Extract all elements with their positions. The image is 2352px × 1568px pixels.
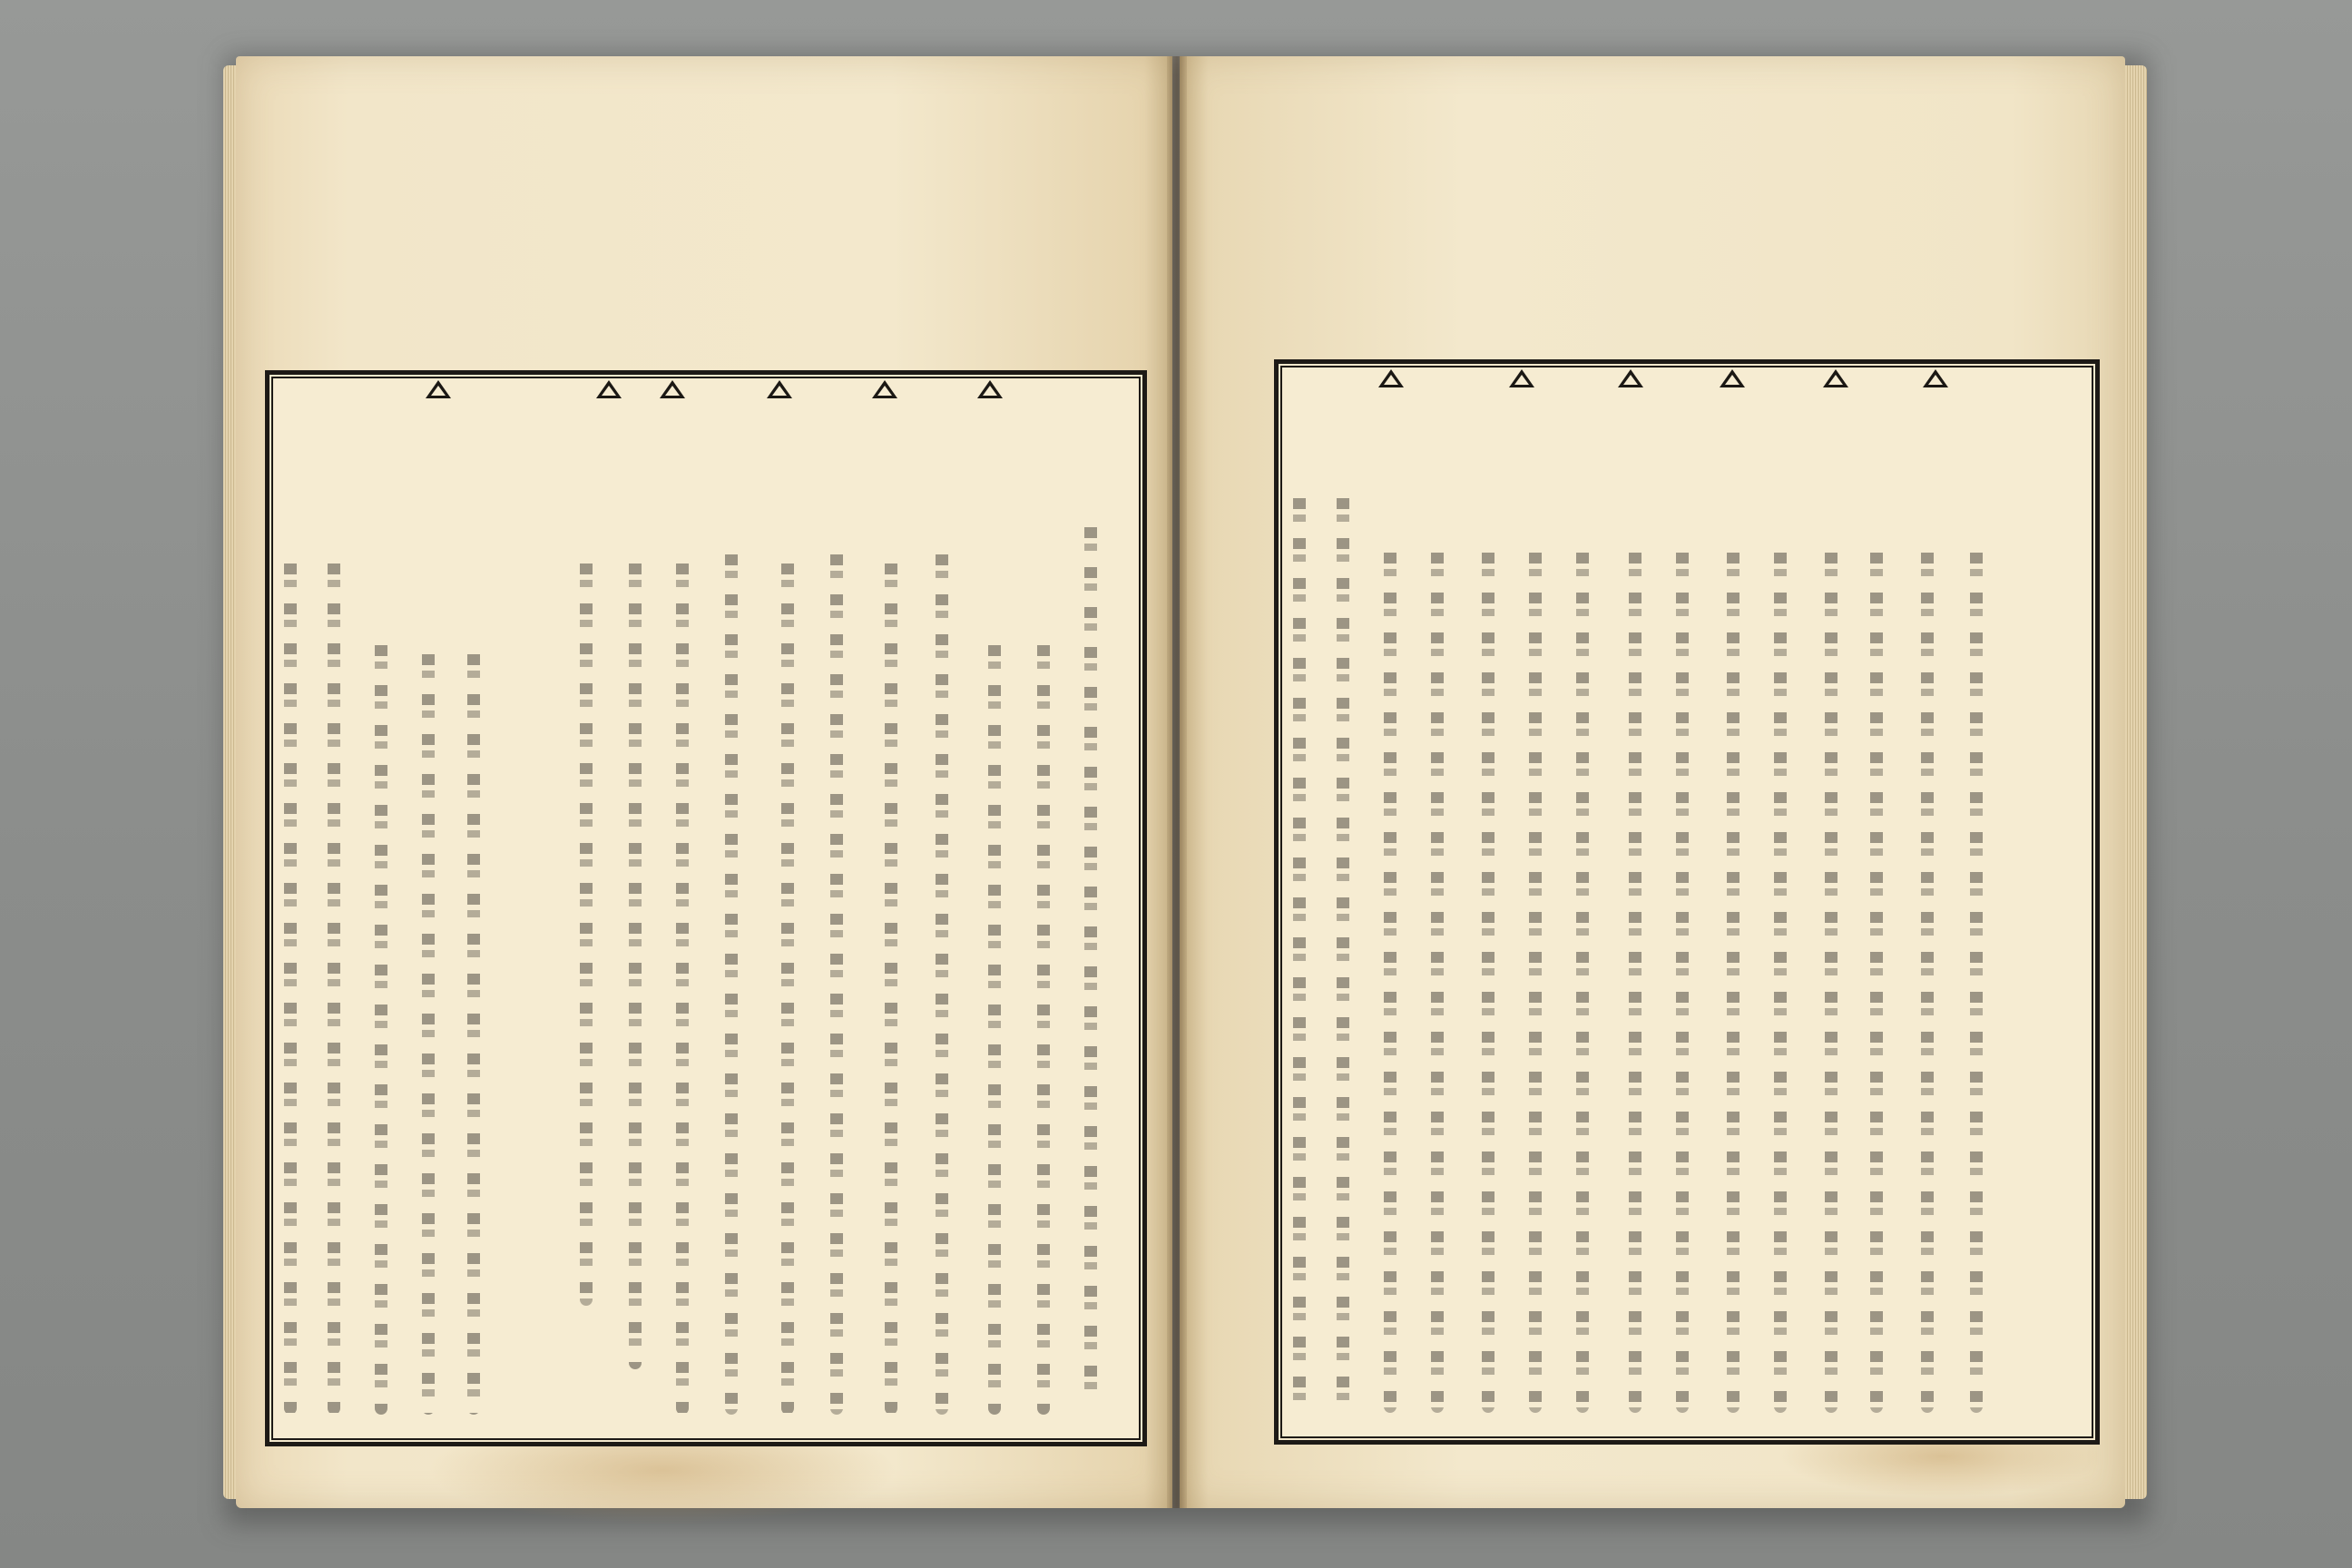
entry-marker-icon xyxy=(977,380,1003,398)
text-column xyxy=(1669,545,1696,1413)
section-title xyxy=(502,493,553,692)
entry-heading xyxy=(416,411,467,629)
text-column xyxy=(622,556,649,1369)
text-column xyxy=(823,547,850,1415)
entry-marker-icon xyxy=(1378,369,1404,387)
text-column xyxy=(1286,491,1313,1413)
text-column xyxy=(368,638,395,1415)
entry-heading xyxy=(758,411,808,547)
entry-marker-icon xyxy=(1923,369,1948,387)
entry-marker-icon xyxy=(1720,369,1745,387)
entry-marker-icon xyxy=(1618,369,1643,387)
text-column xyxy=(669,556,696,1415)
text-column xyxy=(1914,545,1941,1413)
entry-marker-icon xyxy=(872,380,897,398)
text-column xyxy=(573,556,600,1306)
text-column xyxy=(718,547,745,1415)
entry-heading xyxy=(1500,400,1551,536)
entry-heading xyxy=(1710,400,1761,536)
text-column xyxy=(1963,545,1990,1413)
entry-heading xyxy=(863,411,914,547)
text-column xyxy=(1030,638,1057,1415)
entry-heading xyxy=(1609,400,1660,536)
entry-heading xyxy=(1369,400,1420,536)
text-column xyxy=(320,556,348,1415)
text-column xyxy=(1475,545,1502,1413)
text-column xyxy=(981,638,1008,1415)
text-column xyxy=(415,647,442,1415)
text-column xyxy=(774,556,801,1415)
entry-heading xyxy=(651,411,701,547)
section-title xyxy=(2004,436,2055,636)
text-column xyxy=(1720,545,1747,1413)
book-gutter xyxy=(1167,56,1187,1508)
entry-heading xyxy=(587,411,638,547)
text-column xyxy=(277,556,304,1415)
entry-marker-icon xyxy=(660,380,685,398)
text-column xyxy=(1077,520,1104,1406)
entry-marker-icon xyxy=(426,380,451,398)
text-column xyxy=(1522,545,1549,1413)
entry-marker-icon xyxy=(1823,369,1848,387)
entry-marker-icon xyxy=(767,380,792,398)
entry-marker-icon xyxy=(1509,369,1534,387)
entry-heading xyxy=(968,411,1019,647)
text-column xyxy=(1377,545,1404,1413)
text-column xyxy=(1818,545,1845,1413)
text-column xyxy=(1767,545,1794,1413)
text-column xyxy=(460,647,487,1415)
entry-heading xyxy=(1914,400,1965,536)
text-column xyxy=(877,556,905,1415)
text-column xyxy=(1424,545,1451,1413)
text-column xyxy=(1863,545,1890,1413)
text-column xyxy=(928,547,956,1415)
right-text-block xyxy=(1274,359,2100,1445)
entry-heading xyxy=(1814,400,1865,536)
text-column xyxy=(1329,491,1357,1413)
text-column xyxy=(1569,545,1596,1413)
text-column xyxy=(1622,545,1649,1413)
entry-marker-icon xyxy=(596,380,622,398)
left-text-block xyxy=(265,370,1147,1446)
